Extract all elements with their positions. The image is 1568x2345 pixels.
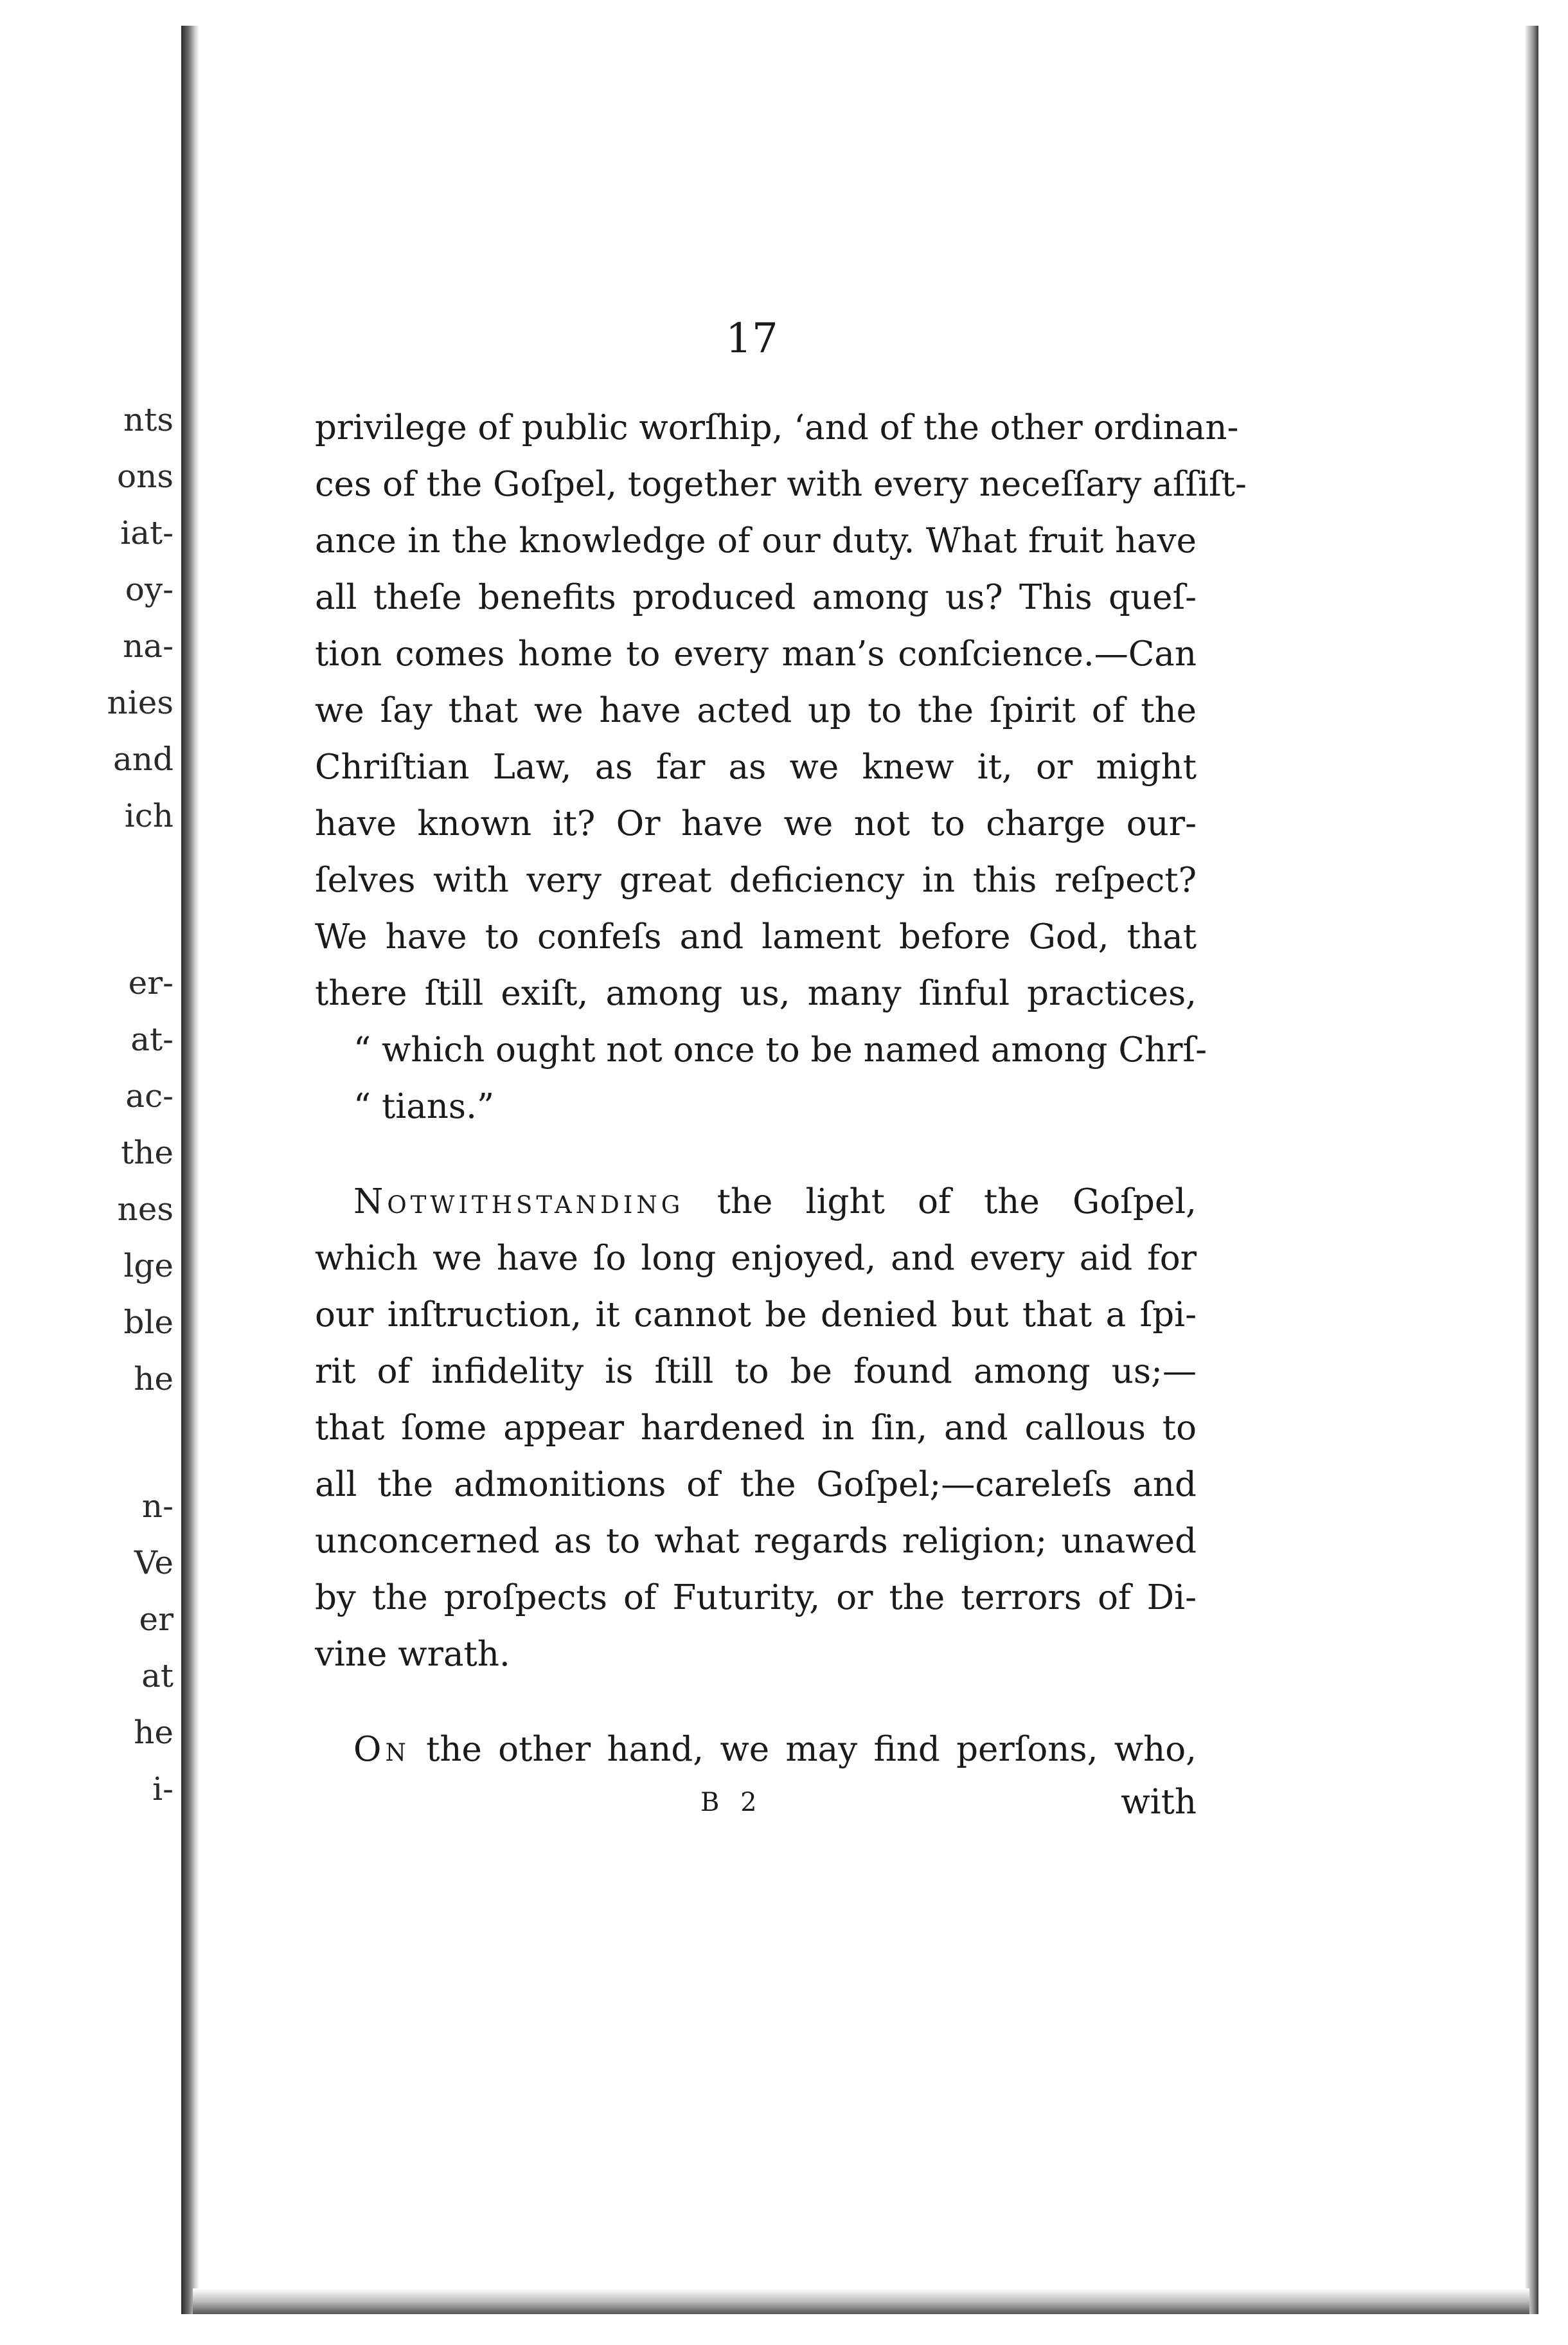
facing-page-fragment: at [141, 1657, 174, 1694]
facing-page-fragment: i- [152, 1770, 174, 1808]
text-line: ſelves with very great deficiency in this reſpect? [315, 861, 1197, 900]
paragraph-gap [315, 1683, 1197, 1721]
text-line: “ which ought not once to be named among Chrſ- [353, 1030, 1207, 1070]
text-line: unconcerned as to what regards religion; unawed [315, 1522, 1197, 1561]
text-line: all theſe benefits produced among us? This queſ- [315, 578, 1197, 617]
facing-page-fragment: nes [117, 1190, 174, 1228]
text-line: tion comes home to every man’s conſcience.—Can [315, 634, 1197, 674]
facing-page-fragment: nies [107, 684, 174, 721]
paragraph [315, 1721, 1197, 1778]
facing-page-fragment: and [112, 741, 174, 778]
text-line: there ſtill exiſt, among us, many ſinful practices, [315, 974, 1197, 1013]
facing-page-fragment: ich [124, 797, 174, 834]
text-line: rit of infidelity is ſtill to be found among us;— [315, 1352, 1197, 1391]
facing-page-fragment: he [134, 1714, 174, 1751]
text-run: the light of the Goſpel, [684, 1182, 1197, 1221]
paragraph [315, 400, 1247, 1135]
text-line: our inſtruction, it cannot be denied but that a ſpi- [315, 1295, 1197, 1334]
facing-page-fragment: he [134, 1360, 174, 1397]
text-line: vine wrath. [315, 1635, 510, 1674]
text-line: that ſome appear hardened in ſin, and callous to [315, 1408, 1197, 1448]
text-line: have known it? Or have we not to charge our- [315, 804, 1197, 843]
page-number: 17 [726, 315, 778, 363]
text-line: we ſay that we have acted up to the ſpirit of the [315, 691, 1197, 730]
facing-page-fragment: lge [123, 1247, 174, 1284]
text-line: privilege of public worſhip, ‘and of the other ordinan- [315, 408, 1239, 447]
text-run: the other hand, we may find perſons, who, [409, 1730, 1197, 1769]
signature-mark: B 2 [700, 1788, 763, 1817]
facing-page-fragment: oy- [125, 571, 174, 608]
facing-page-fragment: ble [123, 1304, 174, 1341]
facing-page-fragment: the [121, 1134, 174, 1171]
text-line: “ tians.” [353, 1087, 495, 1126]
facing-page-fragment: n- [141, 1487, 174, 1525]
page-edge-right [1524, 26, 1538, 2314]
facing-page-fragment: ons [117, 458, 174, 495]
page-footer [315, 1774, 1197, 1831]
text-line [315, 1721, 1197, 1778]
paragraph-lead: On [353, 1730, 410, 1769]
text-line: We have to confeſs and lament before God, that [315, 917, 1197, 957]
page-edge-bottom [193, 2288, 1529, 2314]
text-line: ance in the knowledge of our duty. What fruit have [315, 521, 1197, 561]
facing-page-fragment: Ve [134, 1544, 174, 1581]
facing-page-fragment: iat- [120, 514, 174, 552]
facing-page-fragment: ac- [125, 1077, 174, 1115]
text-line: Chriſtian Law, as far as we knew it, or might [315, 748, 1197, 787]
body-text [315, 400, 1247, 1778]
catchword: with [1121, 1783, 1197, 1822]
page-gutter [181, 26, 199, 2314]
paragraph-gap [315, 1135, 1197, 1174]
text-line: by the proſpects of Futurity, or the terrors of Di- [315, 1578, 1197, 1617]
facing-page-fragment: nts [123, 401, 174, 438]
facing-page-fragment: er- [128, 964, 174, 1002]
paragraph [315, 1174, 1197, 1683]
facing-page-fragment: er [139, 1601, 174, 1638]
text-line: all the admonitions of the Goſpel;—careleſs and [315, 1465, 1197, 1504]
text-line: which we have ſo long enjoyed, and every aid for [315, 1239, 1197, 1278]
paragraph-lead: Notwithstanding [353, 1182, 684, 1221]
facing-page-fragment: at- [130, 1021, 174, 1058]
text-line [315, 1174, 1197, 1230]
facing-page-fragment: na- [123, 627, 174, 665]
text-line: ces of the Goſpel, together with every neceſſary aſſiſt- [315, 465, 1247, 504]
